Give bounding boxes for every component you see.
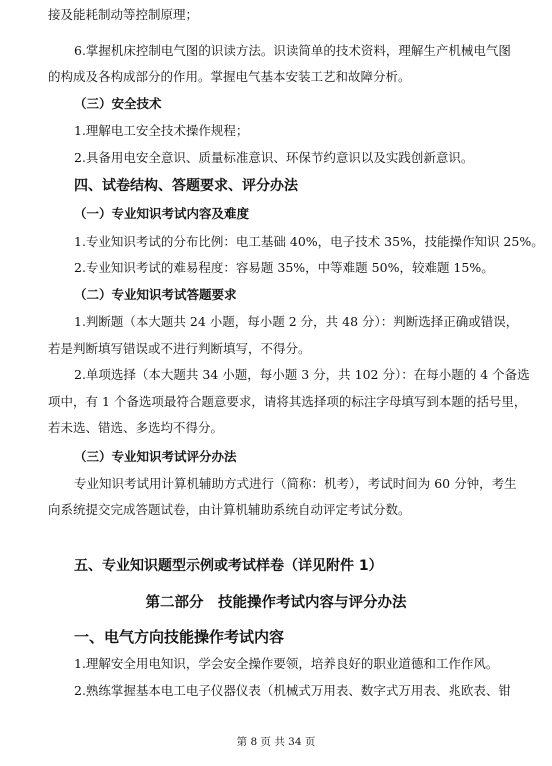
body-text: 向系统提交完成答题试卷，由计算机辅助系统自动评定考试分数。 (48, 502, 411, 517)
body-text: 项中，有 1 个备选项最符合题意要求，请将其选择项的标注字母填写到本题的括号里， (48, 394, 527, 409)
body-text: 专业知识考试用计算机辅助方式进行（简称：机考），考试时间为 60 分钟，考生 (74, 476, 517, 491)
body-text: 若未选、错选、多选均不得分。 (48, 420, 224, 435)
body-text: 2.具备用电安全意识、质量标准意识、环保节约意识以及实践创新意识。 (74, 150, 474, 165)
body-text: 若是判断填写错误或不进行判断填写，不得分。 (48, 341, 311, 356)
section-heading: （三）安全技术 (74, 96, 162, 111)
section-heading: 四、试卷结构、答题要求、评分办法 (74, 178, 298, 194)
body-text: 1.专业知识考试的分布比例：电工基础 40%，电子技术 35%，技能操作知识 25%。 (74, 234, 544, 249)
body-text: 接及能耗制动等控制原理； (48, 7, 199, 22)
page-number-footer: 第 8 页 共 34 页 (236, 736, 316, 748)
body-text: 2.单项选择（本大题共 34 小题，每小题 3 分，共 102 分）：在每小题的 4 个备选 (74, 367, 530, 382)
body-text: 1.理解电工安全技术操作规程； (74, 123, 249, 138)
section-heading: 一、电气方向技能操作考试内容 (74, 628, 285, 646)
body-text: 1.判断题（本大题共 24 小题，每小题 2 分，共 48 分）：判断选择正确或错误， (74, 314, 519, 329)
body-text: 2.专业知识考试的难易程度：容易题 35%，中等难题 50%，较难题 15%。 (74, 260, 494, 275)
section-heading: （一）专业知识考试内容及难度 (74, 206, 250, 221)
section-heading: （二）专业知识考试答题要求 (74, 287, 237, 302)
section-heading: （三）专业知识考试评分办法 (74, 449, 237, 464)
body-text: 的构成及各构成部分的作用。掌握电气基本安装工艺和故障分析。 (48, 69, 411, 84)
part-title: 第二部分 技能操作考试内容与评分办法 (145, 595, 407, 611)
section-heading: 五、专业知识题型示例或考试样卷（详见附件 1） (74, 558, 383, 574)
body-text: 6.掌握机床控制电气图的识读方法。识读简单的技术资料，理解生产机械电气图 (74, 43, 511, 58)
body-text: 2.熟练掌握基本电工电子仪器仪表（机械式万用表、数字式万用表、兆欧表、钳 (74, 683, 511, 698)
body-text: 1.理解安全用电知识，学会安全操作要领，培养良好的职业道德和工作作风。 (74, 656, 499, 671)
